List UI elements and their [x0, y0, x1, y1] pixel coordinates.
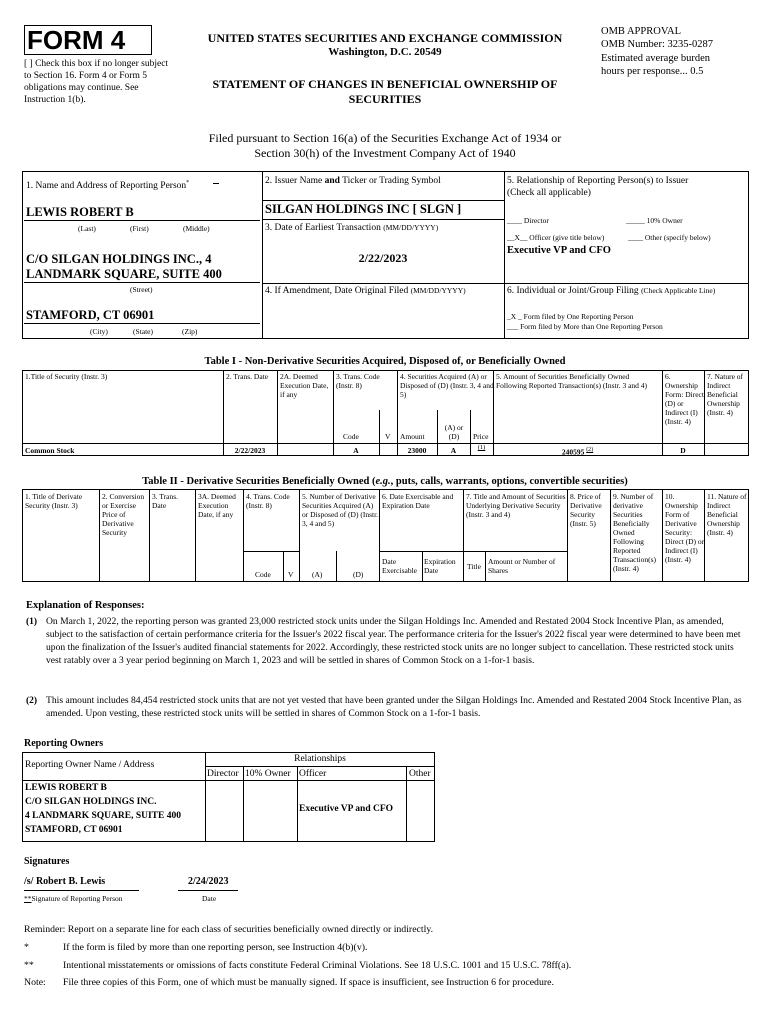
label-street: (Street) — [130, 285, 153, 294]
amendment-label: 4. If Amendment, Date Original Filed (MM/DD/YYYY) — [265, 286, 466, 296]
t2-h1: 1. Title of Derivate Security (Instr. 3) — [25, 492, 83, 510]
reporter-street-2: LANDMARK SQUARE, SUITE 400 — [26, 267, 222, 281]
t1-h1: 1.Title of Security (Instr. 3) — [25, 372, 108, 381]
t1-price-footnote: (1) — [477, 444, 486, 451]
t1-h7: 7. Nature of Indirect Beneficial Ownership (Instr. 4) — [707, 372, 744, 417]
date-label: Date — [202, 894, 217, 903]
filing-label: 6. Individual or Joint/Group Filing (Check Applicable Line) — [507, 286, 716, 296]
agency-name: UNITED STATES SECURITIES AND EXCHANGE COMMISSION — [207, 31, 563, 45]
relationship-label-2: (Check all applicable) — [507, 188, 591, 198]
t1-h5: 5. Amount of Securities Beneficially Owned Following Reported Transaction(s) (Instr. 3 and 4) — [496, 372, 648, 390]
reporter-label: 1. Name and Address of Reporting Person* — [26, 180, 190, 192]
signer-name: /s/ Robert B. Lewis — [24, 876, 106, 887]
t2-sub-d: (D) — [353, 570, 364, 579]
reminder-text-3: File three copies of this Form, one of which must be manually signed. If space is insufficient, see Instruction 6 for procedure. — [63, 977, 554, 988]
t1-h2a: 2A. Deemed Execution Date, if any — [280, 372, 329, 399]
earliest-date: 2/22/2023 — [358, 251, 408, 265]
form-title: FORM 4 — [27, 25, 126, 55]
reminder-line: Reminder: Report on a separate line for each class of securities beneficially owned directly or indirectly. — [24, 924, 434, 935]
reporter-street-1: C/O SILGAN HOLDINGS INC., 4 — [26, 252, 212, 266]
filed-pursuant-1: Filed pursuant to Section 16(a) of the Securities Exchange Act of 1934 or — [208, 131, 562, 145]
signature-label: **Signature of Reporting Person — [24, 894, 123, 903]
owner-addr-4: STAMFORD, CT 06901 — [25, 825, 123, 835]
t1-owned: 240595 $^{(2)}$ — [561, 447, 594, 457]
t2-h9: 9. Number of derivative Securities Beneficially Owned Following Reported Transaction(s) (Instr. 4) — [613, 492, 657, 573]
t2-h5: 5. Number of Derivative Securities Acquired (A) or Disposed of (D) (Instr. 3, 4 and 5) — [302, 492, 379, 528]
label-zip: (Zip) — [182, 327, 198, 336]
t2-h4: 4. Trans. Code (Instr. 8) — [246, 492, 290, 510]
t2-sub-code: Code — [255, 570, 271, 579]
t2-h10: 10. Ownership Form of Derivative Security: Direct (D) or Indirect (I) (Instr. 4) — [665, 492, 705, 564]
omb-burden: Estimated average burden — [601, 53, 711, 64]
owners-col-ten: 10% Owner — [245, 769, 291, 779]
omb-hours: hours per response... 0.5 — [601, 66, 704, 77]
signature-date: 2/24/2023 — [188, 876, 229, 887]
reminder-text-2: Intentional misstatements or omissions of facts constitute Federal Criminal Violations. See 18 U.S.C. 1001 and 15 U.S.C. 78ff(a). — [63, 960, 572, 971]
signatures-heading: Signatures — [24, 856, 70, 867]
label-city: (City) — [90, 327, 108, 336]
owners-col-officer: Officer — [299, 769, 327, 779]
reporter-name: LEWIS ROBERT B — [26, 205, 134, 219]
t1-form: D — [680, 446, 686, 455]
reminder-mark-2: ** — [24, 960, 34, 971]
filing-more: ___ Form filed by More than One Reporting Person — [507, 322, 663, 331]
other-check: ____ Other (specify below) — [628, 233, 711, 242]
t2-sub-amt: Amount or Number of Shares — [488, 557, 556, 575]
footnote-2: This amount includes 84,454 restricted stock units that are not yet vested that have been granted under the Silgan Holdings Inc. Amended and Restated 2004 Stock Incentive Plan, as amended. Upon vesting, these restricted stock units will be settled in shares of Common Stock on a 1-for-1 basis. — [46, 695, 742, 719]
t1-h3: 3. Trans. Code (Instr. 8) — [336, 372, 380, 390]
owners-col-rel: Relationships — [294, 754, 346, 764]
t2-h7: 7. Title and Amount of Securities Underlying Derivative Security (Instr. 3 and 4) — [466, 492, 566, 519]
relationship-label: 5. Relationship of Reporting Person(s) to Issuer — [507, 176, 689, 186]
owner-addr-3: 4 LANDMARK SQUARE, SUITE 400 — [25, 811, 181, 821]
t1-amount: 23000 — [407, 446, 427, 455]
director-check: ____ Director — [507, 216, 549, 225]
t1-sub-amount: Amount — [400, 432, 425, 441]
t1-h6: 6. Ownership Form: Direct (D) or Indirect (I) (Instr. 4) — [665, 372, 704, 426]
filed-pursuant-2: Section 30(h) of the Investment Company Act of 1940 — [254, 146, 516, 160]
label-first: (First) — [130, 224, 149, 233]
t2-h8: 8. Price of Derivative Security (Instr. 5) — [570, 492, 602, 528]
owners-col-other: Other — [409, 769, 431, 779]
t2-h11: 11. Nature of Indirect Beneficial Ownership (Instr. 4) — [707, 492, 747, 537]
table1-title: Table I - Non-Derivative Securities Acquired, Disposed of, or Beneficially Owned — [204, 356, 566, 367]
footnote-1: On March 1, 2022, the reporting person was granted 23,000 restricted stock units under the Silgan Holdings Inc. Amended and Restated 2004 Stock Incentive Plan, as amended, subject to the satisfaction of certain performance criteria for the Issuer's 2022 fiscal year. The performance criteria for the Issuer's 2022 fiscal year were determined to have been met upon the finalization of the Issuer's audited financial statements for 2022. Accordingly, these restricted stock units are no longer subject to cancellation. These restricted stock units vest ratably over a 3 year period beginning on March 1, 2023 and will be settled in shares of Common Stock on a 1-for-1 basis. — [46, 616, 741, 666]
statement-title: STATEMENT OF CHANGES IN BENEFICIAL OWNERSHIP OF SECURITIES — [212, 77, 558, 106]
reporter-city-line: STAMFORD, CT 06901 — [26, 308, 155, 322]
footnote-2-mark: (2) — [26, 696, 38, 706]
label-last: (Last) — [78, 224, 96, 233]
omb-number: OMB Number: 3235-0287 — [601, 39, 713, 50]
reminder-mark-3: Note: — [24, 977, 46, 988]
table2-title: Table II - Derivative Securities Beneficially Owned (e.g., puts, calls, warrants, options, convertible securities) — [142, 476, 628, 487]
t1-h4: 4. Securities Acquired (A) or Disposed of (D) (Instr. 3, 4 and 5) — [400, 372, 494, 399]
t1-date: 2/22/2023 — [234, 446, 266, 455]
filing-one: _X _ Form filed by One Reporting Person — [507, 312, 634, 321]
ten-pct-check: _____ 10% Owner — [626, 216, 683, 225]
t1-code: A — [353, 446, 359, 455]
footnote-1-mark: (1) — [26, 617, 38, 627]
t1-sub-v: V — [385, 432, 391, 441]
omb-approval: OMB APPROVAL — [601, 26, 682, 37]
owners-col-name: Reporting Owner Name / Address — [25, 760, 155, 770]
reminder-text-1: If the form is filed by more than one reporting person, see Instruction 4(b)(v). — [63, 942, 368, 953]
t2-sub-title: Title — [467, 562, 481, 571]
owner-addr-1: LEWIS ROBERT B — [25, 783, 107, 793]
owner-addr-2: C/O SILGAN HOLDINGS INC. — [25, 797, 157, 807]
t1-aord: A — [450, 446, 457, 455]
issuer-name: SILGAN HOLDINGS INC [ SLGN ] — [265, 202, 462, 216]
label-state: (State) — [133, 327, 153, 336]
t2-sub-v: V — [288, 570, 294, 579]
reminder-mark-1: * — [24, 942, 29, 953]
label-middle: (Middle) — [183, 224, 210, 233]
checkbox-note: [ ] Check this box if no longer subject to Section 16. Form 4 or Form 5 obligations may continue. See Instruction 1(b). — [24, 59, 169, 105]
owners-heading: Reporting Owners — [24, 738, 104, 749]
t2-sub-exp: Expiration Date — [424, 557, 456, 575]
officer-title: Executive VP and CFO — [507, 245, 611, 256]
earliest-date-label: 3. Date of Earliest Transaction (MM/DD/YYYY) — [265, 223, 439, 233]
t2-h3: 3. Trans. Date — [152, 492, 179, 510]
officer-check: __X__ Officer (give title below) — [507, 233, 605, 242]
t1-security: Common Stock — [25, 446, 75, 455]
agency-city: Washington, D.C. 20549 — [328, 46, 442, 58]
explanation-heading: Explanation of Responses: — [26, 600, 145, 611]
t1-h2: 2. Trans. Date — [226, 372, 269, 381]
t2-h2: 2. Conversion or Exercise Price of Derivative Security — [102, 492, 145, 537]
t1-sub-aord: (A) or (D) — [444, 423, 464, 441]
t1-sub-price: Price — [473, 432, 489, 441]
t2-sub-a: (A) — [312, 570, 323, 579]
t1-sub-code: Code — [343, 432, 359, 441]
t2-sub-exer: Date Exercisable — [382, 557, 417, 575]
owners-col-director: Director — [207, 769, 239, 779]
issuer-label: 2. Issuer Name and Ticker or Trading Symbol — [265, 176, 441, 186]
t2-h6: 6. Date Exercisable and Expiration Date — [382, 492, 454, 510]
owner-officer-value: Executive VP and CFO — [299, 804, 394, 814]
t2-h3a: 3A. Deemed Execution Date, if any — [198, 492, 236, 519]
